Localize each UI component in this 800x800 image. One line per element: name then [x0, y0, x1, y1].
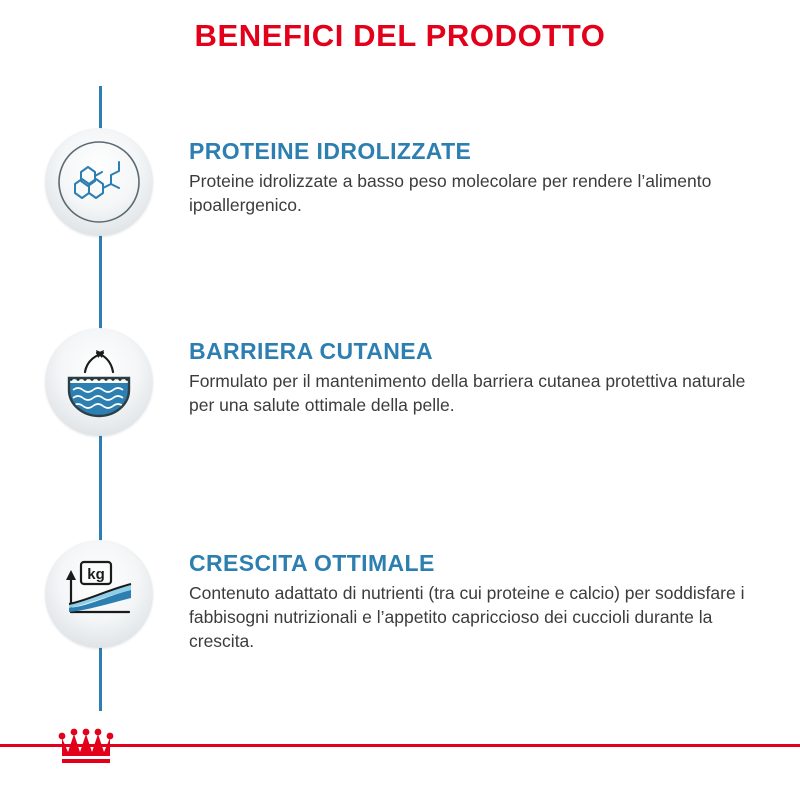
royal-canin-crown-logo-icon [56, 722, 126, 774]
page-title: BENEFICI DEL PRODOTTO [194, 18, 606, 53]
benefit-body: Proteine idrolizzate a basso peso molecolare per rendere l’alimento ipoallergenico. [189, 171, 712, 215]
molecule-icon [45, 128, 153, 236]
benefit-body: Formulato per il mantenimento della barriera cutanea protettiva naturale per una salute ottimale della pelle. [189, 371, 746, 415]
benefit-text-block [189, 550, 769, 654]
benefit-body: Contenuto adattato di nutrienti (tra cui proteine e calcio) per soddisfare i fabbisogni nutrizionali e l’appetito capriccioso dei cuccioli durante la crescita. [189, 583, 745, 651]
benefit-text-block [189, 138, 769, 218]
benefit-text-block [189, 338, 769, 418]
skin-barrier-icon [45, 328, 153, 436]
growth-weight-icon [45, 540, 153, 648]
benefit-heading: BARRIERA CUTANEA [189, 338, 434, 364]
benefit-heading: CRESCITA OTTIMALE [189, 550, 435, 576]
benefit-heading: PROTEINE IDROLIZZATE [189, 138, 472, 164]
svg-text:kg: kg [87, 566, 105, 583]
